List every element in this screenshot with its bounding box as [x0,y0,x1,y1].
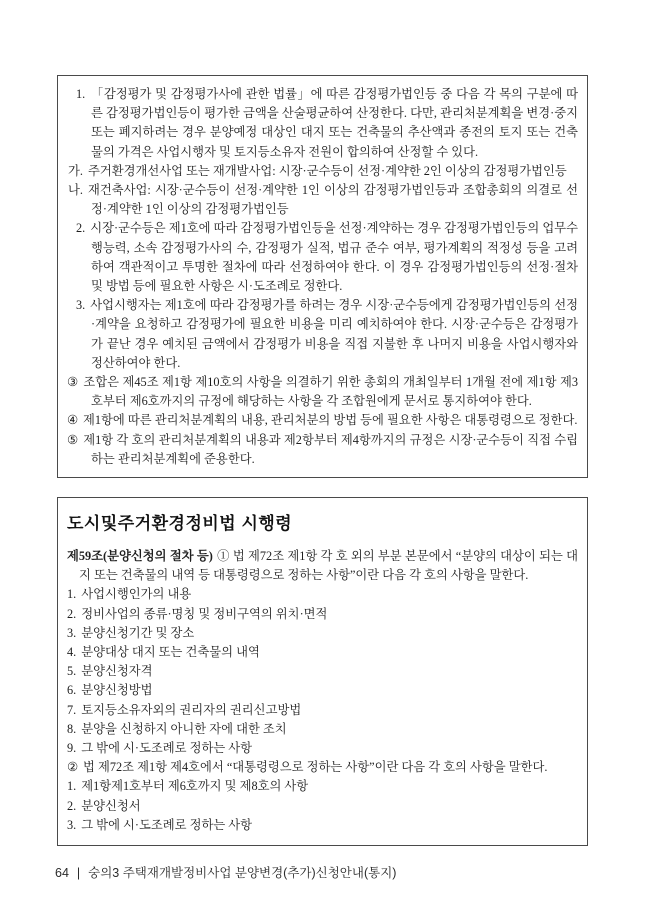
item-text: 그 밖에 시·도조례로 정하는 사항 [81,741,253,756]
item-marker: 6. [67,683,77,698]
item-marker: 1. [67,779,77,794]
item-text: 그 밖에 시·도조례로 정하는 사항 [81,817,253,832]
item-text: 분양신청서 [81,798,141,813]
law-item [67,162,578,181]
page-number: 64 [55,866,69,880]
item-marker: 1. [76,87,86,101]
law-item [67,585,578,604]
item-marker: 4. [67,645,77,660]
item-marker: ③ [67,375,79,390]
item-marker: 나. [68,183,83,198]
item-text: 분양신청기간 및 장소 [81,625,195,640]
law-item [67,219,578,296]
item-text: 사업시행인가의 내용 [81,587,192,602]
law-item [67,431,578,469]
item-marker: 2. [67,798,77,813]
item-text: 재건축사업: 시장·군수등이 선정·계약한 1인 이상의 감정평가법인등과 조합총회의 의결로 선정·계약한 1인 이상의 감정평가법인등 [87,183,578,217]
item-marker: 3. [67,817,77,832]
article-paragraph [67,547,578,585]
item-marker: ② [67,760,79,775]
item-marker: 9. [67,741,77,756]
law-item [67,681,578,700]
item-marker: ④ [67,413,79,428]
law-item [67,181,578,219]
section-title: 도시및주거환경정비법 시행령 [67,514,293,533]
item-text: 분양신청방법 [81,683,153,698]
law-item [67,605,578,624]
law-item [67,720,578,739]
item-text: 사업시행자는 제1호에 따라 감정평가를 하려는 경우 시장·군수등에게 감정평가법인등의 선정·계약을 요청하고 감정평가에 필요한 비용을 미리 예치하여야 한다. 시장·군수등은 감정평가가 끝난 경우 예치된 금액에서 감정평가 비용을 직접 지불한 후 나머지 비용을 사업시행자와 정산하여야 한다. [90,298,578,370]
item-marker: 7. [67,702,77,717]
item-text: 분양신청자격 [81,664,153,679]
item-marker: 3. [76,298,86,313]
item-marker: 3. [67,625,77,640]
law-item [67,296,578,373]
item-text: 「감정평가 및 감정평가사에 관한 법률」에 따른 감정평가법인등 중 다음 각 목의 구분에 따른 감정평가법인등이 평가한 금액을 산술평균하여 산정한다. 다만, 관리처분계획을 변경·중지 또는 폐지하려는 경우 분양예정 대상인 대지 또는 건축물의 추산액과 종전의 토지 또는 건축물의 가격은 사업시행자 및 토지등소유자 전원이 합의하여 산정할 수 있다. [90,87,578,159]
item-text: 제1항에 따른 관리처분계획의 내용, 관리처분의 방법 등에 필요한 사항은 대통령령으로 정한다. [83,413,578,428]
item-text: 정비사업의 종류·명칭 및 정비구역의 위치·면적 [81,606,328,621]
item-text: 법 제72조 제1항 제4호에서 “대통령령으로 정하는 사항”이란 다음 각 호의 사항을 말한다. [83,760,548,775]
item-marker: 2. [76,221,86,236]
item-text: 조합은 제45조 제1항 제10호의 사항을 의결하기 위한 총회의 개최일부터 1개월 전에 제1항 제3호부터 제6호까지의 규정에 해당하는 사항을 각 조합원에게 문서로 통지하여야 한다. [83,375,578,409]
law-item [67,739,578,758]
law-excerpt-box-2 [57,497,588,846]
item-marker: ⑤ [67,432,79,447]
law-excerpt-box-1 [57,75,588,478]
item-marker: 1. [67,587,77,602]
law-item [67,411,578,430]
law-item [67,777,578,796]
item-text: 분양대상 대지 또는 건축물의 내역 [81,645,260,660]
item-text: 분양을 신청하지 아니한 자에 대한 조치 [81,721,287,736]
item-text: 제1항제1호부터 제6호까지 및 제8호의 사항 [81,779,309,794]
item-marker: 가. [68,163,83,178]
item-marker: 2. [67,606,77,621]
item-marker: 5. [67,664,77,679]
item-text: 제1항 각 호의 관리처분계획의 내용과 제2항부터 제4항까지의 규정은 시장·군수등이 직접 수립하는 관리처분계획에 준용한다. [83,432,578,466]
page-footer [55,863,396,881]
law-item [67,816,578,835]
item-text: 토지등소유자외의 권리자의 권리신고방법 [81,702,302,717]
law-item [67,624,578,643]
law-item [67,701,578,720]
law-item [67,643,578,662]
article-number: 제59조(분양신청의 절차 등) [67,549,213,563]
law-item [67,797,578,816]
law-item [67,373,578,411]
item-text: 주거환경개선사업 또는 재개발사업: 시장·군수등이 선정·계약한 2인 이상의 감정평가법인등 [87,163,567,178]
law-item [67,662,578,681]
law-item [67,85,578,162]
article-text: ① 법 제72조 제1항 각 호 외의 부분 본문에서 “분양의 대상이 되는 대지 또는 건축물의 내역 등 대통령령으로 정하는 사항”이란 다음 각 호의 사항을 말한다. [79,549,578,583]
item-text: 시장·군수등은 제1호에 따라 감정평가법인등을 선정·계약하는 경우 감정평가법인등의 업무수행능력, 소속 감정평가사의 수, 감정평가 실적, 법규 준수 여부, 평가계획의 적정성 등을 고려하여 객관적이고 투명한 절차에 따라 선정하여야 한다. 이 경우 감정평가법인등의 선정·절차 및 방법 등에 필요한 사항은 시·도조례로 정한다. [90,221,578,294]
footer-divider: | [76,866,81,880]
footer-doc-title: 숭의3 주택재개발정비사업 분양변경(추가)신청안내(통지) [88,866,397,880]
item-marker: 8. [67,721,77,736]
law-item [67,758,578,777]
